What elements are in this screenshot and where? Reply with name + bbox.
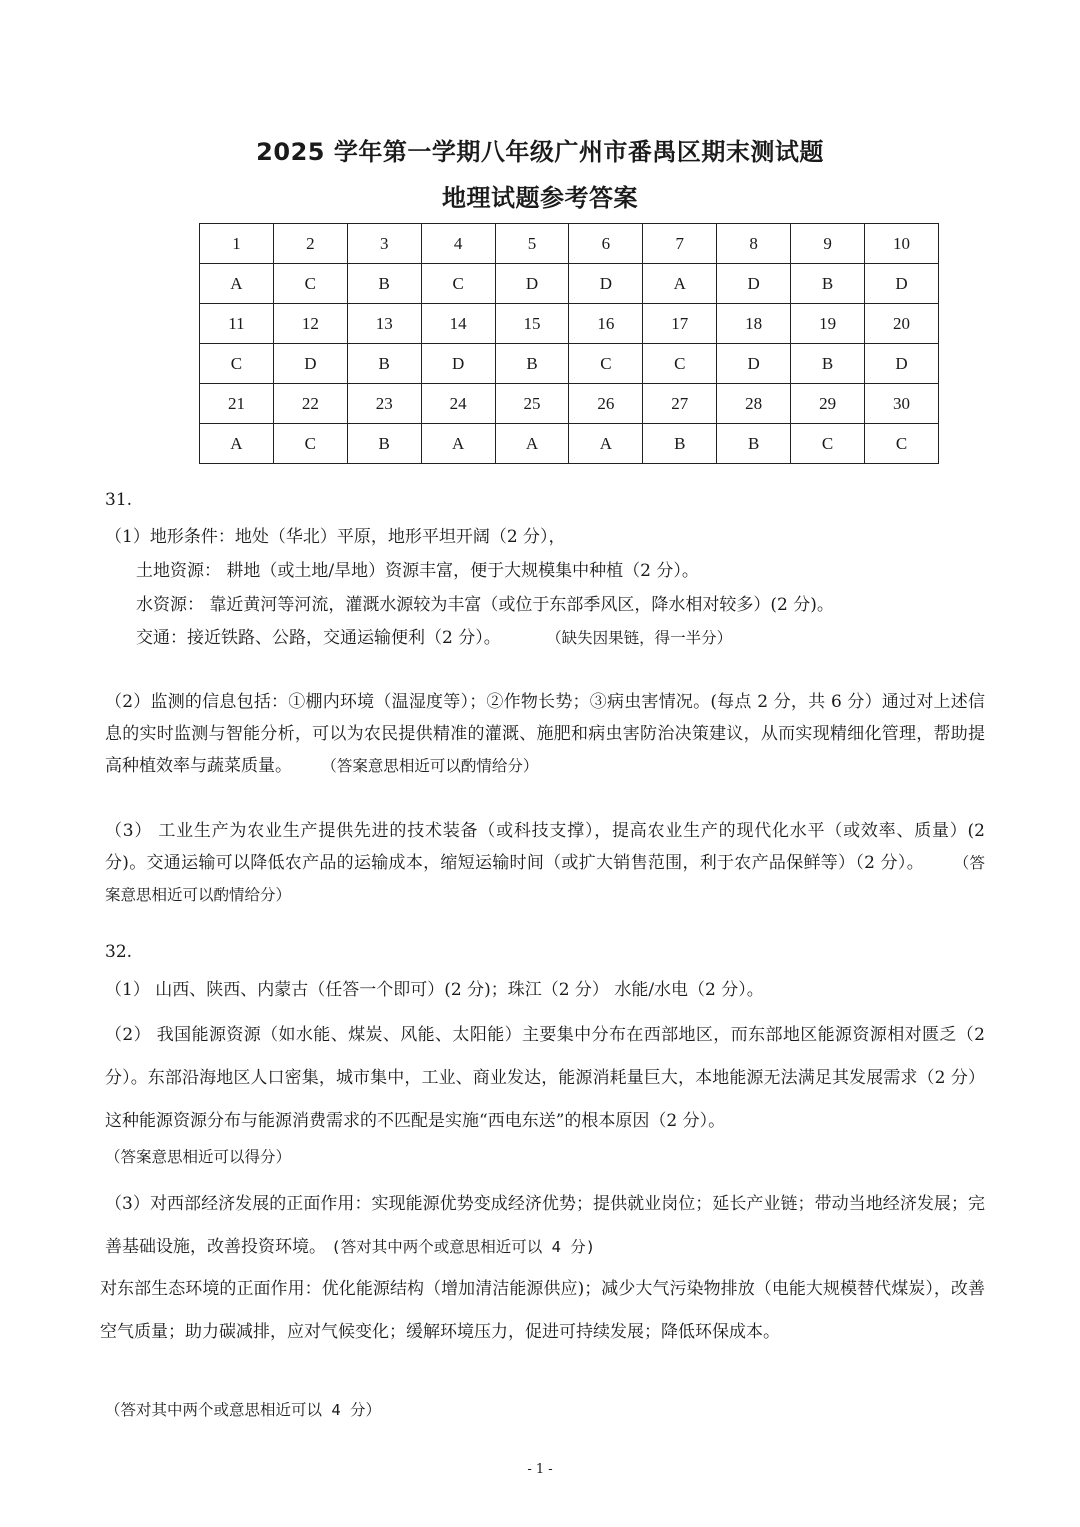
answer-cell: C: [273, 264, 347, 304]
answer-cell: B: [717, 424, 791, 464]
answer-cell: B: [495, 344, 569, 384]
q31-part2-text: （2）监测的信息包括：①棚内环境（温湿度等）；②作物长势；③病虫害情况。(每点 2 分，共 6 分）通过对上述信息的实时监测与智能分析，可以为农民提供精准的灌溉、施肥和病虫害防治决策建议，从而实现精细化管理，帮助提高种植效率与蔬菜质量。: [105, 692, 985, 776]
q31-part1-terrain: （1）地形条件：地处（华北）平原，地形平坦开阔（2 分），: [105, 527, 566, 547]
q31-part3-text: （3） 工业生产为农业生产提供先进的技术装备（或科技支撑），提高农业生产的现代化水平（或效率、质量）(2 分)。交通运输可以降低农产品的运输成本，缩短运输时间（或扩大销售范围，利于农产品保鲜等）（2 分）。: [105, 821, 985, 873]
q32-part3-east: [100, 1268, 985, 1354]
answer-cell: B: [347, 424, 421, 464]
q31-part1-note: （缺失因果链，得一半分）: [546, 629, 733, 647]
answer-cell: B: [791, 344, 865, 384]
answer-cell: A: [643, 264, 717, 304]
question-number-cell: 7: [643, 224, 717, 264]
question-number-cell: 14: [421, 304, 495, 344]
answer-cell: C: [421, 264, 495, 304]
question-number-cell: 8: [717, 224, 791, 264]
question-number-cell: 26: [569, 384, 643, 424]
question-number-cell: 23: [347, 384, 421, 424]
q31-part1-transport-line: [136, 623, 732, 648]
answer-table-row: [200, 304, 939, 344]
q32-part3-text: （3）对西部经济发展的正面作用：实现能源优势变成经济优势；提供就业岗位；延长产业链；带动当地经济发展；完善基础设施，改善投资环境。: [105, 1194, 985, 1257]
answer-table-row: [200, 224, 939, 264]
answer-cell: D: [273, 344, 347, 384]
question-number-cell: 21: [200, 384, 274, 424]
answer-cell: D: [421, 344, 495, 384]
question-31-number: 31.: [105, 490, 133, 510]
answer-table: [199, 223, 939, 464]
q31-part2: [105, 686, 985, 782]
question-number-cell: 1: [200, 224, 274, 264]
q32-part2-note: （答案意思相近可以得分）: [105, 1148, 292, 1166]
document-subtitle: 地理试题参考答案: [442, 184, 638, 212]
answer-cell: A: [200, 264, 274, 304]
question-number-cell: 15: [495, 304, 569, 344]
answer-cell: D: [569, 264, 643, 304]
page-number: - 1 -: [527, 1462, 553, 1477]
question-number-cell: 18: [717, 304, 791, 344]
answer-cell: C: [643, 344, 717, 384]
question-number-cell: 30: [865, 384, 939, 424]
answer-table-row: [200, 264, 939, 304]
question-number-cell: 12: [273, 304, 347, 344]
question-number-cell: 24: [421, 384, 495, 424]
question-number-cell: 27: [643, 384, 717, 424]
answer-cell: B: [347, 344, 421, 384]
answer-table-row: [200, 344, 939, 384]
answer-cell: B: [791, 264, 865, 304]
q31-part3-note: （答案意思相近可以酌情给分）: [105, 854, 985, 904]
question-number-cell: 5: [495, 224, 569, 264]
answer-cell: C: [569, 344, 643, 384]
answer-cell: C: [200, 344, 274, 384]
question-number-cell: 29: [791, 384, 865, 424]
answer-table-row: [200, 384, 939, 424]
answer-table-row: [200, 424, 939, 464]
answer-cell: A: [569, 424, 643, 464]
q31-part2-note: （答案意思相近可以酌情给分）: [321, 757, 539, 775]
question-number-cell: 2: [273, 224, 347, 264]
answer-cell: D: [717, 264, 791, 304]
question-number-cell: 28: [717, 384, 791, 424]
answer-cell: A: [421, 424, 495, 464]
question-number-cell: 6: [569, 224, 643, 264]
question-number-cell: 22: [273, 384, 347, 424]
q32-part2-text: （2） 我国能源资源（如水能、煤炭、风能、太阳能）主要集中分布在西部地区，而东部地区能源资源相对匮乏（2 分）。东部沿海地区人口密集，城市集中，工业、商业发达，能源消耗量巨大，本地能源无法满足其发展需求（2 分）这种能源资源分布与能源消费需求的不匹配是实施“西电东送”的根本原因（2 分）。: [105, 1025, 985, 1131]
q32-part1: （1） 山西、陕西、内蒙古（任答一个即可）(2 分)；珠江（2 分） 水能/水电（2 分）。: [105, 980, 764, 1000]
answer-cell: A: [200, 424, 274, 464]
question-number-cell: 4: [421, 224, 495, 264]
q32-part3: [105, 1183, 985, 1269]
question-number-cell: 19: [791, 304, 865, 344]
answer-cell: C: [865, 424, 939, 464]
question-number-cell: 13: [347, 304, 421, 344]
question-number-cell: 20: [865, 304, 939, 344]
question-number-cell: 3: [347, 224, 421, 264]
answer-cell: D: [495, 264, 569, 304]
question-number-cell: 16: [569, 304, 643, 344]
answer-cell: D: [865, 264, 939, 304]
answer-cell: B: [347, 264, 421, 304]
q31-part1-transport: 交通：接近铁路、公路，交通运输便利（2 分）。: [136, 628, 501, 648]
answer-cell: B: [643, 424, 717, 464]
answer-cell: C: [791, 424, 865, 464]
question-number-cell: 25: [495, 384, 569, 424]
answer-cell: A: [495, 424, 569, 464]
q32-part3-east-text: 对东部生态环境的正面作用：优化能源结构（增加清洁能源供应)；减少大气污染物排放（电能大规模替代煤炭），改善空气质量；助力碳减排，应对气候变化；缓解环境压力，促进可持续发展；降低环保成本。: [100, 1279, 985, 1342]
answer-cell: D: [717, 344, 791, 384]
q31-part3: [105, 815, 985, 911]
question-number-cell: 10: [865, 224, 939, 264]
q32-part3-note: (答对其中两个或意思相近可以 4 分): [331, 1238, 596, 1256]
question-32-number: 32.: [105, 942, 133, 962]
answer-cell: C: [273, 424, 347, 464]
q32-part3-east-note: （答对其中两个或意思相近可以 4 分）: [105, 1401, 381, 1419]
document-title: 2025 学年第一学期八年级广州市番禺区期末测试题: [256, 138, 824, 166]
q31-part1-land: 土地资源： 耕地（或土地/旱地）资源丰富，便于大规模集中种植（2 分）。: [136, 561, 699, 581]
answer-cell: D: [865, 344, 939, 384]
question-number-cell: 17: [643, 304, 717, 344]
q31-part1-water: 水资源： 靠近黄河等河流，灌溉水源较为丰富（或位于东部季风区，降水相对较多）(2 分)。: [136, 595, 834, 615]
question-number-cell: 11: [200, 304, 274, 344]
question-number-cell: 9: [791, 224, 865, 264]
q32-part2: [105, 1014, 985, 1143]
